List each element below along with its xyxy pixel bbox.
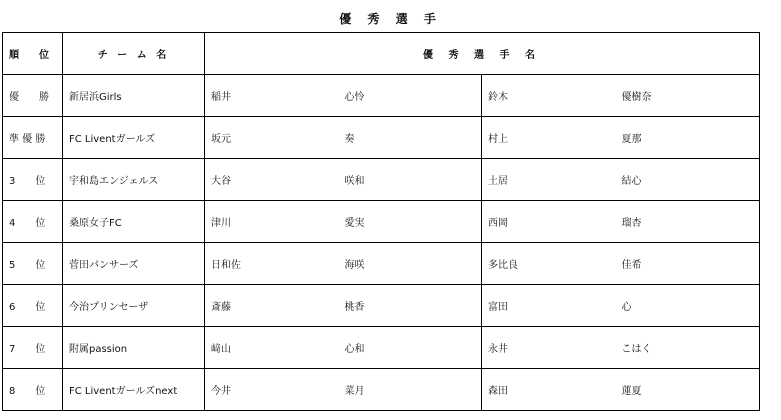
rank-cell: 8 位	[3, 369, 63, 411]
player1-given-name-cell: 愛実	[339, 201, 482, 243]
table-row	[3, 75, 760, 117]
table-row	[3, 201, 760, 243]
player1-surname-cell: 今井	[205, 369, 339, 411]
rank-cell: 5 位	[3, 243, 63, 285]
player2-given-name-cell: 夏那	[616, 117, 760, 159]
player1-surname-cell: 津川	[205, 201, 339, 243]
rank-cell: 3 位	[3, 159, 63, 201]
players-header: 優 秀 選 手 名	[205, 33, 760, 75]
team-name-cell: FC Liventガールズnext	[63, 369, 205, 411]
table-row	[3, 117, 760, 159]
player2-given-name-cell: 結心	[616, 159, 760, 201]
player2-surname-cell: 森田	[482, 369, 616, 411]
team-name-cell: FC Liventガールズ	[63, 117, 205, 159]
player2-surname-cell: 西岡	[482, 201, 616, 243]
header-row	[3, 33, 760, 75]
team-name-cell: 桑原女子FC	[63, 201, 205, 243]
awards-table	[2, 32, 760, 411]
table-row	[3, 369, 760, 411]
player1-given-name-cell: 桃香	[339, 285, 482, 327]
player1-surname-cell: 斎藤	[205, 285, 339, 327]
player1-surname-cell: 坂元	[205, 117, 339, 159]
player1-given-name-cell: 奏	[339, 117, 482, 159]
table-row	[3, 159, 760, 201]
player1-surname-cell: 﨑山	[205, 327, 339, 369]
player1-given-name-cell: 菜月	[339, 369, 482, 411]
page-title: 優 秀 選 手	[339, 12, 442, 26]
player1-surname-cell: 日和佐	[205, 243, 339, 285]
player1-given-name-cell: 海咲	[339, 243, 482, 285]
player2-given-name-cell: 瑠杏	[616, 201, 760, 243]
player2-surname-cell: 富田	[482, 285, 616, 327]
player2-given-name-cell: こはく	[616, 327, 760, 369]
table-row	[3, 327, 760, 369]
team-header: チ ー ム 名	[63, 33, 205, 75]
player2-given-name-cell: 心	[616, 285, 760, 327]
table-row	[3, 285, 760, 327]
player1-given-name-cell: 咲和	[339, 159, 482, 201]
player2-surname-cell: 村上	[482, 117, 616, 159]
player1-given-name-cell: 心怜	[339, 75, 482, 117]
rank-cell: 4 位	[3, 201, 63, 243]
player2-surname-cell: 永井	[482, 327, 616, 369]
team-name-cell: 新居浜Girls	[63, 75, 205, 117]
player1-given-name-cell: 心和	[339, 327, 482, 369]
rank-header: 順 位	[3, 33, 63, 75]
player2-given-name-cell: 優樹奈	[616, 75, 760, 117]
team-name-cell: 菅田パンサーズ	[63, 243, 205, 285]
player1-surname-cell: 大谷	[205, 159, 339, 201]
player2-surname-cell: 多比良	[482, 243, 616, 285]
team-name-cell: 附属passion	[63, 327, 205, 369]
rank-cell: 準 優 勝	[3, 117, 63, 159]
player2-given-name-cell: 佳希	[616, 243, 760, 285]
rank-cell: 優 勝	[3, 75, 63, 117]
team-name-cell: 今治プリンセーザ	[63, 285, 205, 327]
table-row	[3, 243, 760, 285]
rank-cell: 7 位	[3, 327, 63, 369]
player2-surname-cell: 鈴木	[482, 75, 616, 117]
rank-cell: 6 位	[3, 285, 63, 327]
player2-surname-cell: 土居	[482, 159, 616, 201]
team-name-cell: 宇和島エンジェルス	[63, 159, 205, 201]
player2-given-name-cell: 蓮夏	[616, 369, 760, 411]
player1-surname-cell: 稲井	[205, 75, 339, 117]
